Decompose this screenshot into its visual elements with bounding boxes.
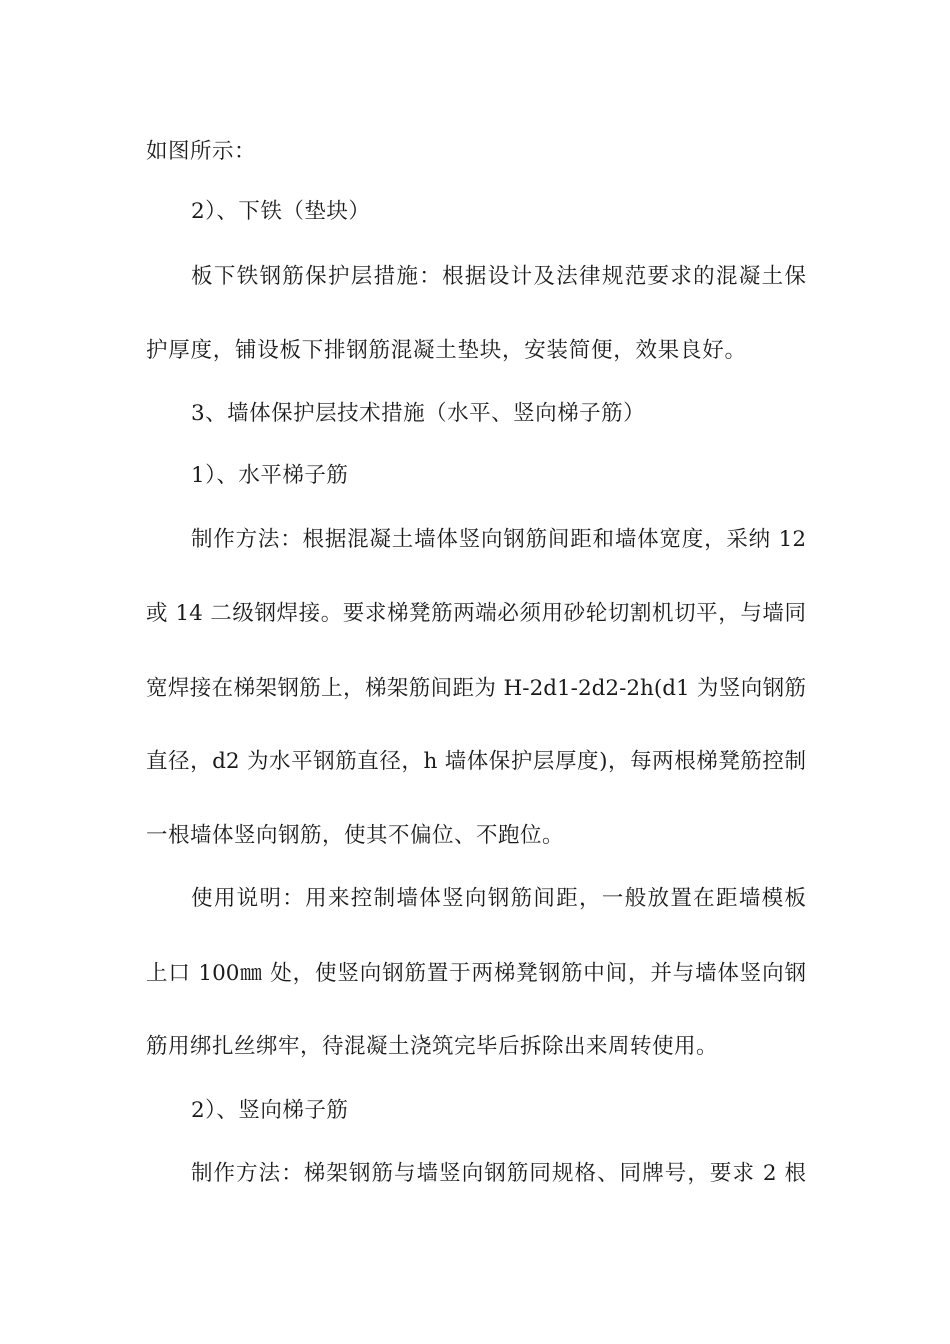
paragraph-line-intro: 如图所示：: [146, 139, 257, 164]
paragraph-line: 制作方法：根据混凝土墙体竖向钢筋间距和墙体宽度，采纳 12: [191, 527, 806, 552]
section-heading-vertical-ladder: 2）、竖向梯子筋: [191, 1098, 349, 1123]
paragraph-line: 直径，d2 为水平钢筋直径，h 墙体保护层厚度)，每两根梯凳筋控制: [146, 749, 806, 774]
paragraph-line: 板下铁钢筋保护层措施：根据设计及法律规范要求的混凝土保: [191, 264, 806, 289]
paragraph-line: 上口 100㎜ 处，使竖向钢筋置于两梯凳钢筋中间，并与墙体竖向钢: [146, 961, 806, 986]
section-heading-bottom-rebar: 2）、下铁（垫块）: [191, 199, 371, 224]
paragraph-line: 筋用绑扎丝绑牢，待混凝土浇筑完毕后拆除出来周转使用。: [146, 1034, 719, 1059]
section-heading-wall-cover: 3、墙体保护层技术措施（水平、竖向梯子筋）: [191, 401, 646, 426]
paragraph-line: 宽焊接在梯架钢筋上，梯架筋间距为 H-2d1-2d2-2h(d1 为竖向钢筋: [146, 676, 806, 701]
paragraph-line: 制作方法：梯架钢筋与墙竖向钢筋同规格、同牌号，要求 2 根: [191, 1161, 806, 1186]
section-heading-horizontal-ladder: 1）、水平梯子筋: [191, 463, 349, 488]
paragraph-line: 一根墙体竖向钢筋，使其不偏位、不跑位。: [146, 823, 565, 848]
paragraph-line: 使用说明：用来控制墙体竖向钢筋间距，一般放置在距墙模板: [191, 886, 806, 911]
paragraph-line: 护厚度，铺设板下排钢筋混凝土垫块，安装简便，效果良好。: [146, 338, 746, 363]
paragraph-line: 或 14 二级钢焊接。要求梯凳筋两端必须用砂轮切割机切平，与墙同: [146, 601, 806, 626]
